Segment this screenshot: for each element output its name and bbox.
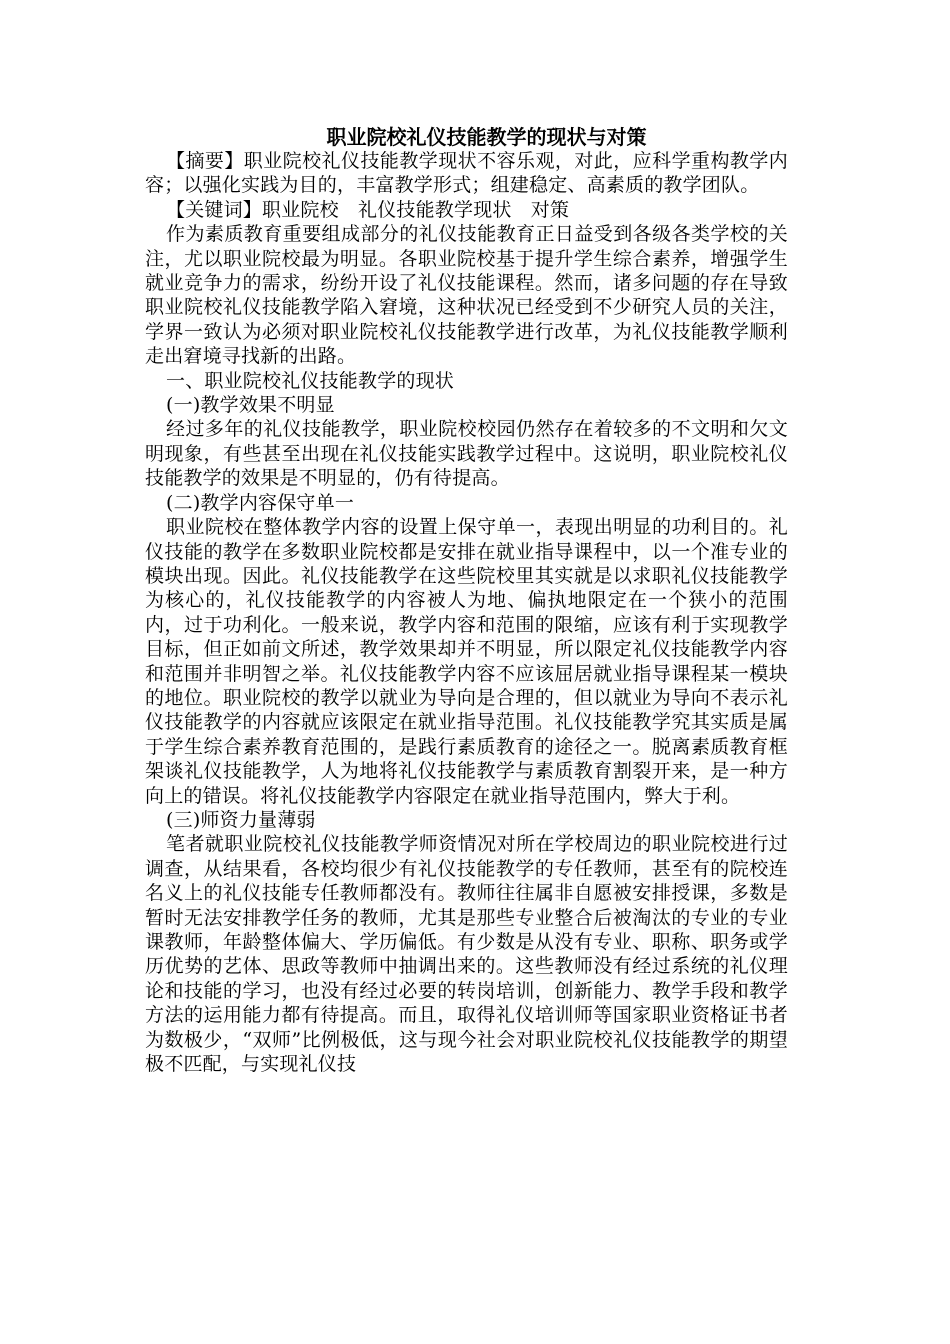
keywords-paragraph: 【关键词】职业院校 礼仪技能教学现状 对策 xyxy=(166,198,570,221)
body-paragraph: 经过多年的礼仪技能教学，职业院校校园仍然存在着较多的不文明和欠文明现象，有些甚至出现在礼仪技能实践教学过程中。这说明，职业院校礼仪技能教学的效果是不明显的，仍有待提高。 xyxy=(145,418,788,490)
document-title: 职业院校礼仪技能教学的现状与对策 xyxy=(326,125,647,149)
abstract-paragraph: 【摘要】职业院校礼仪技能教学现状不容乐观，对此，应科学重构教学内容；以强化实践为目的，丰富教学形式；组建稳定、高素质的教学团队。 xyxy=(145,150,788,197)
intro-paragraph: 作为素质教育重要组成部分的礼仪技能教育正日益受到各级各类学校的关注，尤以职业院校最为明显。各职业院校基于提升学生综合素养，增强学生就业竞争力的需求，纷纷开设了礼仪技能课程。然而，诸多问题的存在导致职业院校礼仪技能教学陷入窘境，这种状况已经受到不少研究人员的关注，学界一致认为必须对职业院校礼仪技能教学进行改革，为礼仪技能教学顺利走出窘境寻找新的出路。 xyxy=(145,223,788,368)
subsection-heading-3: (三)师资力量薄弱 xyxy=(166,808,316,831)
section-heading-1: 一、职业院校礼仪技能教学的现状 xyxy=(166,369,455,392)
body-paragraph: 职业院校在整体教学内容的设置上保守单一，表现出明显的功利目的。礼仪技能的教学在多数职业院校都是安排在就业指导课程中，以一个准专业的模块出现。因此。礼仪技能教学在这些院校里其实就是以求职礼仪技能教学为核心的，礼仪技能教学的内容被人为地、偏执地限定在一个狭小的范围内，过于功利化。一般来说，教学内容和范围的限缩，应该有利于实现教学目标，但正如前文所述，教学效果却并不明显，所以限定礼仪技能教学内容和范围并非明智之举。礼仪技能教学内容不应该屈居就业指导课程某一模块的地位。职业院校的教学以就业为导向是合理的，但以就业为导向不表示礼仪技能教学的内容就应该限定在就业指导范围。礼仪技能教学究其实质是属于学生综合素养教育范围的，是践行素质教育的途径之一。脱离素质教育框架谈礼仪技能教学，人为地将礼仪技能教学与素质教育割裂开来，是一种方向上的错误。将礼仪技能教学内容限定在就业指导范围内，弊大于利。 xyxy=(145,516,788,807)
subsection-heading-1: (一)教学效果不明显 xyxy=(166,394,335,417)
document-body xyxy=(145,149,788,1076)
body-paragraph: 笔者就职业院校礼仪技能教学师资情况对所在学校周边的职业院校进行过调查，从结果看，各校均很少有礼仪技能教学的专任教师，甚至有的院校连名义上的礼仪技能专任教师都没有。教师往往属非自愿被安排授课，多数是暂时无法安排教学任务的教师，尤其是那些专业整合后被淘汰的专业的专业课教师，年龄整体偏大、学历偏低。有少数是从没有专业、职称、职务或学历优势的艺体、思政等教师中抽调出来的。这些教师没有经过系统的礼仪理论和技能的学习，也没有经过必要的转岗培训，创新能力、教学手段和教学方法的运用能力都有待提高。而且，取得礼仪培训师等国家职业资格证书者为数极少，“双师”比例极低，这与现今社会对职业院校礼仪技能教学的期望极不匹配，与实现礼仪技 xyxy=(145,833,788,1076)
subsection-heading-2: (二)教学内容保守单一 xyxy=(166,491,355,514)
